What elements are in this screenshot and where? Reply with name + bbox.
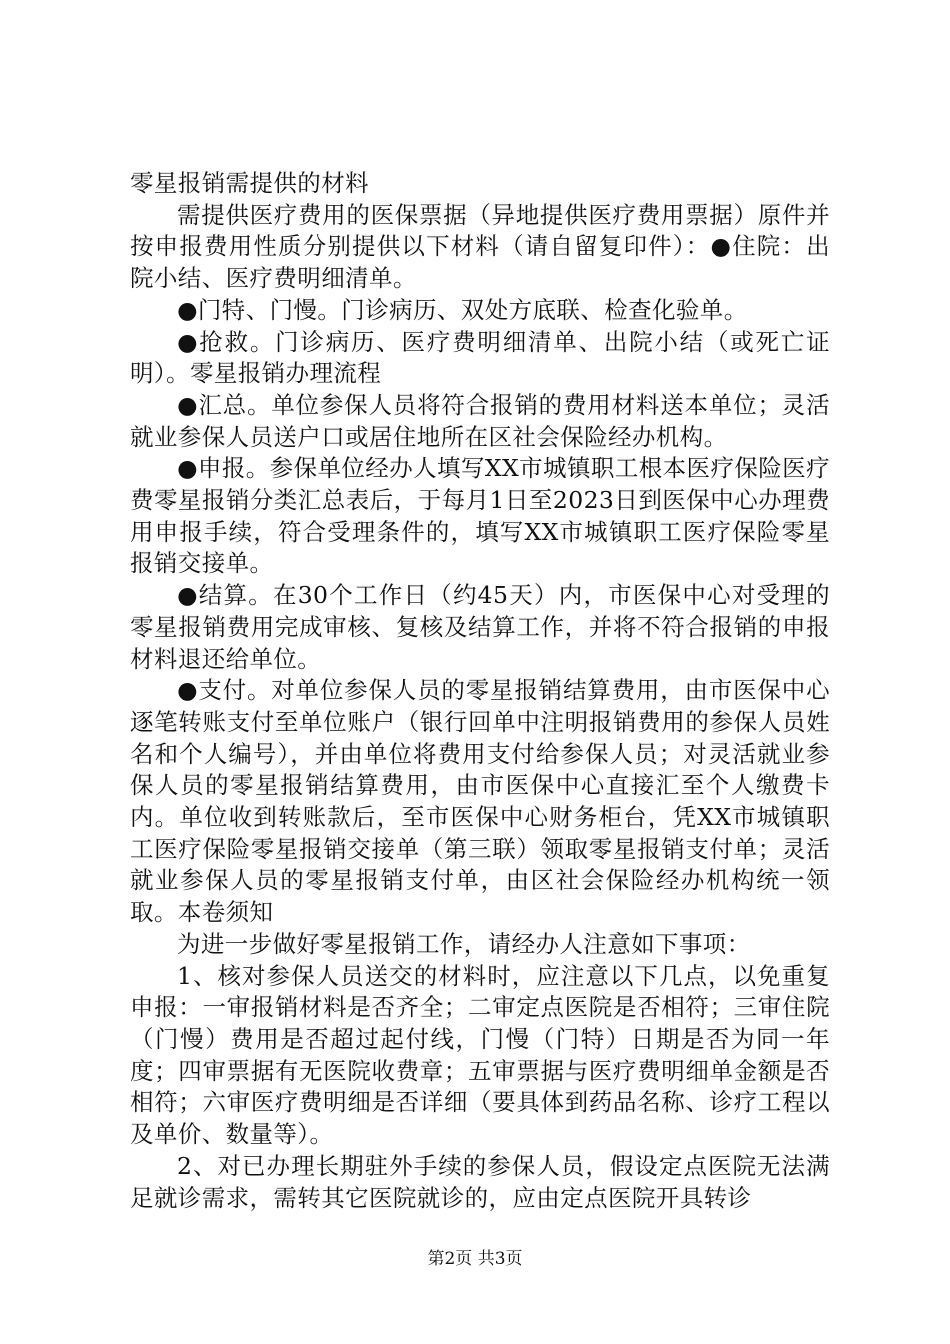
- page-footer: 第2页 共3页: [427, 1249, 523, 1269]
- paragraph-payment: ●支付。对单位参保人员的零星报销结算费用，由市医保中心逐笔转账支付至单位账户（银行回单中注明报销费用的参保人员姓名和个人编号），并由单位将费用支付给参保人员；对灵活就业参保人员的零星报销结算费用，由市医保中心直接汇至个人缴费卡内。单位收到转账款后，至市医保中心财务柜台，凭XX市城镇职工医疗保险零星报销交接单（第三联）领取零星报销支付单；灵活就业参保人员的零星报销支付单，由区社会保险经办机构统一领取。本卷须知: [130, 676, 830, 927]
- document-heading: 零星报销需提供的材料: [130, 169, 369, 197]
- paragraph-outpatient-special: ●门特、门慢。门诊病历、双处方底联、检查化验单。: [177, 295, 748, 324]
- paragraph-materials: 需提供医疗费用的医保票据（异地提供医疗费用票据）原件并按申报费用性质分别提供以下材料（请自留复印件）：●住院：出院小结、医疗费明细清单。: [130, 200, 830, 293]
- paragraph-notice-intro: 为进一步做好零星报销工作，请经办人注意如下事项：: [177, 929, 751, 958]
- paragraph-rescue: ●抢救。门诊病历、医疗费明细清单、出院小结（或死亡证明）。零星报销办理流程: [130, 327, 830, 388]
- document-body: [130, 168, 830, 1214]
- paragraph-declaration: ●申报。参保单位经办人填写XX市城镇职工根本医疗保险医疗费零星报销分类汇总表后，于每月1日至2023日到医保中心办理费用申报手续，符合受理条件的，填写XX市城镇职工医疗保险零星报销交接单。: [130, 454, 830, 578]
- paragraph-notice-item-1: 1、核对参保人员送交的材料时，应注意以下几点，以免重复申报：一审报销材料是否齐全；二审定点医院是否相符；三审住院（门慢）费用是否超过起付线，门慢（门特）日期是否为同一年度；四审票据有无医院收费章；五审票据与医疗费明细单金额是否相符；六审医疗费明细是否详细（要具体到药品名称、诊疗工程以及单价、数量等）。: [130, 961, 830, 1149]
- paragraph-notice-item-2: 2、对已办理长期驻外手续的参保人员，假设定点医院无法满足就诊需求，需转其它医院就诊的，应由定点医院开具转诊: [130, 1151, 830, 1212]
- paragraph-settlement: ●结算。在30个工作日（约45天）内，市医保中心对受理的零星报销费用完成审核、复核及结算工作，并将不符合报销的申报材料退还给单位。: [130, 581, 830, 673]
- paragraph-summary: ●汇总。单位参保人员将符合报销的费用材料送本单位；灵活就业参保人员送户口或居住地所在区社会保险经办机构。: [130, 390, 830, 451]
